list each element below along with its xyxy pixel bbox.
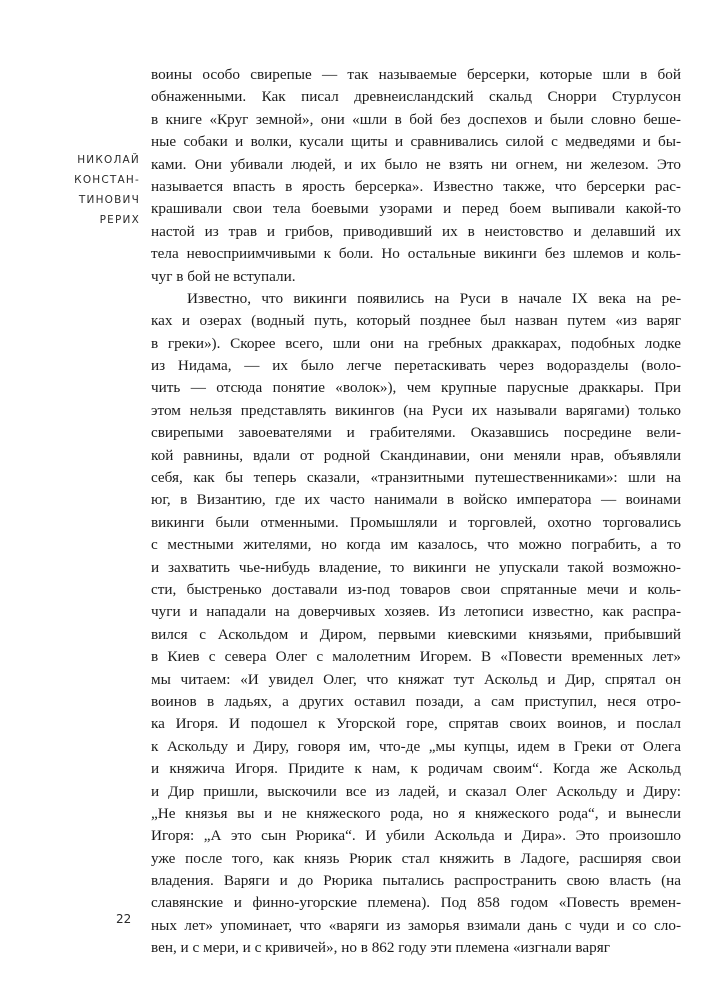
text-line: сти, быстренько доставали из-под товаров свои спрятанные мечи и коль-: [151, 580, 681, 598]
text-line: владения. Варяги и до Рюрика пытались распространить свою власть (на: [151, 872, 681, 890]
text-line: воинов в ладьях, а других оставил позади, а сам приступил, неся отро-: [151, 692, 681, 710]
paragraph: [151, 64, 681, 288]
running-head-line: ТИНОВИЧ: [78, 194, 140, 206]
text-line: и Дир пришли, выскочили все из ладей, и сказал Олег Аскольду и Диру:: [151, 782, 681, 800]
text-line: крашивали свои тела боевыми узорами и перед боем выпивали какой-то: [151, 200, 681, 218]
text-line: ных лет» упоминает, что «варяги из заморья взимали дань с чуди и со сло-: [151, 916, 681, 934]
text-line: настой из трав и грибов, приводивший их в неистовство и делавший их: [151, 222, 681, 240]
text-line: себя, как бы теперь сказали, «транзитными путешественниками»: шли на: [151, 469, 681, 487]
text-line: тела невосприимчивыми к боли. Но остальные викинги без шлемов и коль-: [151, 245, 681, 263]
text-line: викинги были отменными. Промышляли и торговлей, охотно торговались: [151, 513, 681, 531]
text-line: чить — отсюда понятие «волок»), чем крупные парусные драккары. При: [151, 379, 681, 397]
text-line: называется впасть в ярость берсерка». Известно также, что берсерки рас-: [151, 177, 681, 195]
text-line: к Аскольду и Диру, говоря им, что-де „мы купцы, идем в Греки от Олега: [151, 737, 681, 755]
text-line: с местными жителями, но когда им казалось, что можно пограбить, а то: [151, 536, 681, 554]
running-head-line: РЕРИХ: [99, 214, 140, 226]
text-line: мы читаем: «И увидел Олег, что княжат тут Аскольд и Дир, спрятал он: [151, 670, 681, 688]
running-head-author: [50, 150, 140, 230]
text-line: кой равнины, вдали от родной Скандинавии, они меняли нрав, объявляли: [151, 446, 681, 464]
text-line: славянские и финно-угорские племена). Под 858 годом «Повесть времен-: [151, 894, 681, 912]
text-line: в греки»). Скорее всего, шли они на гребных драккарах, подобных лодке: [151, 334, 681, 352]
text-line: и захватить чье-нибудь владение, то викинги не упускали такой возможно-: [151, 558, 681, 576]
text-line: и княжича Игоря. Придите к нам, к родичам своим“. Когда же Аскольд: [151, 760, 681, 778]
text-line: обнаженными. Как писал древнеисландский скальд Снорри Стурлусон: [151, 88, 681, 106]
text-line: вился с Аскольдом и Диром, первыми киевскими князьями, прибывший: [151, 625, 681, 643]
running-head-line: НИКОЛАЙ: [77, 154, 140, 166]
text-line: из Нидама, — их было легче перетаскивать через водоразделы (воло-: [151, 357, 681, 375]
text-line: ка Игоря. И подошел к Угорской горе, спрятав своих воинов, и послал: [151, 715, 681, 733]
text-line: ные собаки и волки, кусали щиты и сравнивались силой с медведями и бы-: [151, 133, 681, 151]
text-line: чуг в бой не вступали.: [151, 267, 296, 285]
text-line: „Не князья вы и не княжеского рода, но я княжеского рода“, и вынесли: [151, 804, 681, 822]
text-line: Игоря: „А это сын Рюрика“. И убили Аскольда и Дира». Это произошло: [151, 827, 681, 845]
text-line: свирепыми завоевателями и грабителями. Оказавшись посредине вели-: [151, 424, 681, 442]
paragraph: [151, 288, 681, 960]
running-head-line: КОНСТАН-: [74, 174, 140, 186]
text-line: в Киев с севера Олег с малолетним Игорем. В «Повести временных лет»: [151, 648, 681, 666]
body-text: [151, 64, 681, 960]
text-line: ками. Они убивали людей, и их было не взять ни огнем, ни железом. Это: [151, 155, 681, 173]
text-line: вен, и с мери, и с кривичей», но в 862 году эти племена «изгнали варяг: [151, 939, 610, 957]
text-line: Известно, что викинги появились на Руси в начале IX века на ре-: [187, 289, 681, 307]
text-line: ках и озерах (водный путь, который позднее был назван путем «из варяг: [151, 312, 681, 330]
page-number: 22: [116, 912, 132, 926]
text-line: воины особо свирепые — так называемые берсерки, которые шли в бой: [151, 66, 681, 83]
text-line: чуги и нападали на доверчивых хозяев. Из летописи известно, как распра-: [151, 603, 681, 621]
text-line: этом нельзя представлять викингов (на Руси их называли варягами) только: [151, 401, 681, 419]
text-line: уже после того, как князь Рюрик стал княжить в Ладоге, расширяя свои: [151, 849, 681, 867]
text-line: юг, в Византию, где их часто нанимали в войско императора — воинами: [151, 491, 681, 509]
text-line: в книге «Круг земной», они «шли в бой без доспехов и были словно беше-: [151, 110, 681, 128]
